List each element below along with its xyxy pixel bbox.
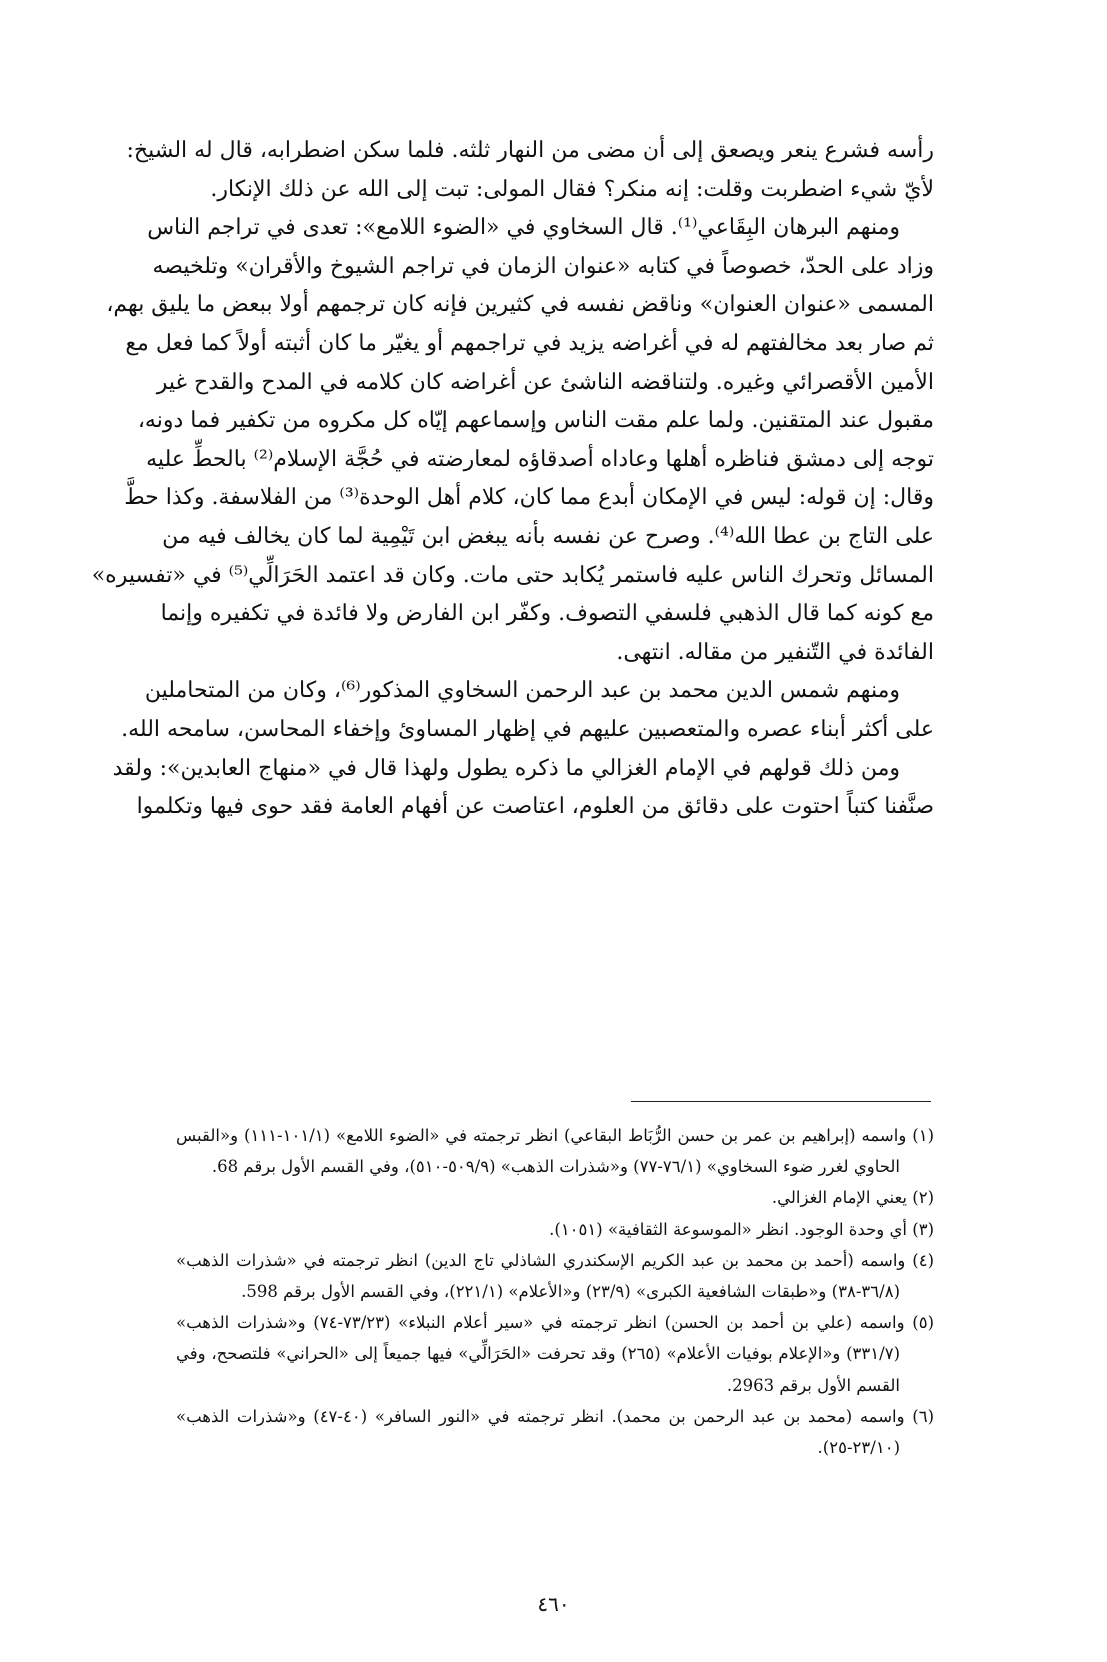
text-line: ومنهم شمس الدين محمد بن عبد الرحمن السخاوي المذكور⁽⁶⁾، وكان من المتحاملين xyxy=(144,678,900,704)
footnote-line: (٦) واسمه (محمد بن عبد الرحمن بن محمد). انظر ترجمته في «النور السافر» (٤٠-٤٧) و«شذرات الذهب» xyxy=(176,1406,934,1426)
footnote-line: (١) واسمه (إبراهيم بن عمر بن حسن الرُّبَاط البقاعي) انظر ترجمته في «الضوء اللامع» (١٠١/١-١١١) و«القبس xyxy=(176,1126,934,1145)
text-line: لأيّ شيء اضطربت وقلت: إنه منكر؟ فقال المولى: تبت إلى الله عن ذلك الإنكار. xyxy=(210,176,934,202)
text-line: ومنهم البرهان البِقَاعي⁽¹⁾. قال السخاوي في «الضوء اللامع»: تعدى في تراجم الناس xyxy=(147,215,900,241)
footnote-line: (٣٣١/٧) و«الإعلام بوفيات الأعلام» (٢٦٥) وقد تحرفت «الحَرَالِّي» فيها جميعاً إلى «الحراني» فلتصحح، وفي xyxy=(176,1344,900,1364)
text-line: ثم صار بعد مخالفتهم له في أغراضه يزيد في تراجمهم أو يغيّر ما كان أثبته أولاً كما فعل مع xyxy=(125,330,934,356)
text-line: صنَّفنا كتباً احتوت على دقائق من العلوم، اعتاصت عن أفهام العامة فقد حوى فيها وتكلموا xyxy=(136,794,934,820)
text-line: توجه إلى دمشق فناظره أهلها وعاداه أصدقاؤه لمعارضته في حُجَّة الإسلام⁽²⁾ بالحطِّ عليه xyxy=(146,446,934,472)
text-line: على أكثر أبناء عصره والمتعصبين عليهم في إظهار المساوئ وإخفاء المحاسن، سامحه الله. xyxy=(121,716,934,742)
text-line: رأسه فشرع ينعر ويصعق إلى أن مضى من النهار ثلثه. فلما سكن اضطرابه، قال له الشيخ: xyxy=(126,138,934,163)
text-line: وقال: إن قوله: ليس في الإمكان أبدع مما كان، كلام أهل الوحدة⁽³⁾ من الفلاسفة. وكذا حطَّ xyxy=(124,485,934,511)
footnote-line: الحاوي لغرر ضوء السخاوي» (٧٦/١-٧٧) و«شذرات الذهب» (٥٠٩/٩-٥١٠)، وفي القسم الأول برقم 68. xyxy=(211,1157,900,1177)
footnote-line: القسم الأول برقم 2963. xyxy=(726,1375,900,1395)
text-line: المسائل وتحرك الناس عليه فاستمر يُكابد حتى مات. وكان قد اعتمد الحَرَالِّي⁽⁵⁾ في «تفسيره» xyxy=(91,562,934,588)
footnote-separator xyxy=(631,1101,931,1102)
main-text xyxy=(91,132,934,827)
page-number: ٤٦٠ xyxy=(537,1592,570,1616)
text-line: وزاد على الحدّ، خصوصاً في كتابه «عنوان الزمان في تراجم الشيوخ والأقران» وتلخيصه xyxy=(152,253,934,279)
text-line: على التاج بن عطا الله⁽⁴⁾. وصرح عن نفسه بأنه يبغض ابن تَيْمِية لما كان يخالف فيه من xyxy=(162,523,934,549)
footnote-line: (٢) يعني الإمام الغزالي. xyxy=(771,1188,934,1208)
text-line: مع كونه كما قال الذهبي فلسفي التصوف. وكفّر ابن الفارض ولا فائدة في تكفيره وإنما xyxy=(160,601,934,627)
text-line: الفائدة في التّنفير من مقاله. انتهى. xyxy=(616,639,934,665)
text-line: المسمى «عنوان العنوان» وناقض نفسه في كثيرين فإنه كان ترجمهم أولا ببعض ما يليق بهم، xyxy=(106,292,934,318)
text-line: ومن ذلك قولهم في الإمام الغزالي ما ذكره يطول ولهذا قال في «منهاج العابدين»: ولقد xyxy=(112,755,900,781)
footnote-line: (٢٣/١٠-٢٥). xyxy=(817,1437,900,1457)
footnote-line: (٣) أي وحدة الوجود. انظر «الموسوعة الثقافية» (١٠٥١). xyxy=(549,1219,934,1239)
footnote-line: (٣٦/٨-٣٨) و«طبقات الشافعية الكبرى» (٢٣/٩) و«الأعلام» (٢٢١/١)، وفي القسم الأول برقم 598. xyxy=(241,1281,900,1301)
text-line: مقبول عند المتقنين. ولما علم مقت الناس وإسماعهم إيّاه كل مكروه من تكفير فما دونه، xyxy=(137,408,934,434)
footnote-line: (٥) واسمه (علي بن أحمد بن الحسن) انظر ترجمته في «سير أعلام النبلاء» (٧٣/٢٣-٧٤) و«شذرات الذهب» xyxy=(176,1313,934,1333)
footnotes xyxy=(176,1120,934,1463)
footnote-line: (٤) واسمه (أحمد بن محمد بن عبد الكريم الإسكندري الشاذلي تاج الدين) انظر ترجمته في «شذرات الذهب» xyxy=(176,1250,934,1270)
text-line: الأمين الأقصرائي وغيره. ولتناقضه الناشئ عن أغراضه كان كلامه في المدح والقدح غير xyxy=(156,369,934,395)
